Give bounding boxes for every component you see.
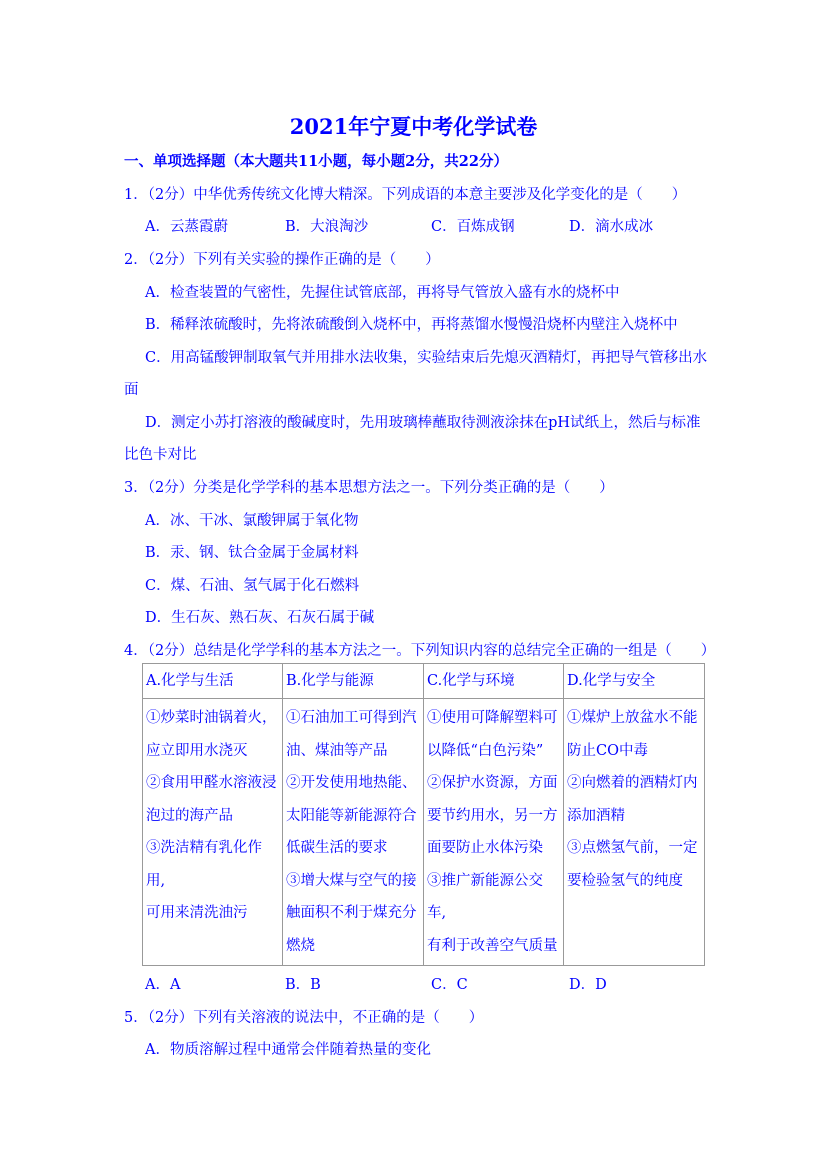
question-2-option-a: A．检查装置的气密性，先握住试管底部，再将导气管放入盛有水的烧杯中	[145, 285, 620, 301]
option-a: A．云蒸霞蔚	[145, 219, 228, 235]
cell-line: 泡过的海产品	[146, 807, 233, 824]
cell-line: 有利于改善空气质量	[427, 937, 558, 954]
table-header-c: C.化学与环境	[424, 664, 564, 699]
cell-line: 以降低“白色污染”	[427, 742, 544, 759]
table-header-a: A.化学与生活	[143, 664, 283, 699]
option-b: B．大浪淘沙	[285, 219, 369, 235]
table-cell-d	[564, 699, 705, 966]
question-2-option-c: C．用高锰酸钾制取氧气并用排水法收集，实验结束后先熄灭酒精灯，再把导气管移出水	[145, 350, 708, 366]
cell-line: ①使用可降解塑料可	[427, 710, 558, 726]
cell-line: 油、煤油等产品	[286, 742, 388, 759]
section-heading: 一、单项选择题（本大题共11小题，每小题2分，共22分）	[124, 153, 508, 170]
cell-line: 要检验氢气的纯度	[567, 872, 683, 889]
question-2-stem: 2．（2分）下列有关实验的操作正确的是（ ）	[124, 252, 440, 268]
question-1-stem: 1．（2分）中华优秀传统文化博大精深。下列成语的本意主要涉及化学变化的是（ ）	[124, 187, 687, 203]
cell-line: 要节约用水，另一方	[427, 807, 558, 824]
cell-line: ①石油加工可得到汽	[286, 710, 417, 726]
option-c: C．C	[431, 977, 468, 993]
question-5-stem: 5．（2分）下列有关溶液的说法中，不正确的是（ ）	[124, 1010, 484, 1026]
question-3-option-d: D．生石灰、熟石灰、石灰石属于碱	[145, 610, 375, 626]
question-2-option-c-cont: 面	[124, 382, 139, 398]
cell-line: ①煤炉上放盆水不能	[567, 710, 698, 726]
table-header-b: B.化学与能源	[283, 664, 424, 699]
cell-line: 面要防止水体污染	[427, 840, 543, 856]
question-3-option-b: B．汞、钢、钛合金属于金属材料	[145, 545, 359, 561]
option-d: D．D	[569, 977, 607, 993]
cell-line: ①炒菜时油锅着火，	[146, 710, 277, 726]
cell-line: ②保护水资源，方面	[427, 775, 558, 791]
cell-line: 可用来清洗油污	[146, 905, 248, 921]
cell-line: 触面积不利于煤充分	[286, 905, 417, 921]
cell-line: ②食用甲醛水溶液浸	[146, 775, 277, 791]
question-3-option-c: C．煤、石油、氢气属于化石燃料	[145, 578, 360, 594]
cell-line: ②向燃着的酒精灯内	[567, 775, 698, 791]
question-2-option-d: D．测定小苏打溶液的酸碱度时，先用玻璃棒蘸取待测液涂抹在pH试纸上，然后与标准	[145, 415, 701, 431]
question-2-option-d-cont: 比色卡对比	[124, 447, 197, 463]
knowledge-table	[142, 663, 705, 966]
question-2-option-b: B．稀释浓硫酸时，先将浓硫酸倒入烧杯中，再将蒸馏水慢慢沿烧杯内壁注入烧杯中	[145, 317, 678, 333]
table-header-d: D.化学与安全	[564, 664, 705, 699]
question-3-option-a: A．冰、干冰、氯酸钾属于氧化物	[145, 513, 359, 529]
cell-line: ③推广新能源公交车,	[427, 872, 543, 921]
table-cell-a	[143, 699, 283, 966]
cell-line: 低碳生活的要求	[286, 840, 388, 856]
cell-line: ③点燃氢气前，一定	[567, 840, 698, 856]
option-c: C．百炼成钢	[431, 219, 515, 235]
table-row	[143, 699, 705, 966]
cell-line: 添加酒精	[567, 807, 625, 824]
option-b: B．B	[285, 977, 321, 993]
cell-line: 燃烧	[286, 937, 315, 954]
table-cell-c	[424, 699, 564, 966]
cell-line: 防止CO中毒	[567, 742, 648, 759]
exam-title: 2021年宁夏中考化学试卷	[289, 114, 538, 139]
cell-line: 应立即用水浇灭	[146, 742, 248, 759]
table-cell-b	[283, 699, 424, 966]
cell-line: ③增大煤与空气的接	[286, 872, 417, 889]
cell-line: 太阳能等新能源符合	[286, 807, 417, 824]
cell-line: ③洗洁精有乳化作用,	[146, 840, 262, 889]
option-d: D．滴水成冰	[569, 219, 654, 235]
table-header-row	[143, 664, 705, 699]
question-3-stem: 3．（2分）分类是化学学科的基本思想方法之一。下列分类正确的是（ ）	[124, 480, 614, 496]
question-5-option-a: A．物质溶解过程中通常会伴随着热量的变化	[145, 1042, 431, 1058]
cell-line: ②开发使用地热能、	[286, 775, 417, 791]
question-4-stem: 4．（2分）总结是化学学科的基本方法之一。下列知识内容的总结完全正确的一组是（ ）	[124, 643, 716, 659]
option-a: A．A	[145, 977, 181, 993]
